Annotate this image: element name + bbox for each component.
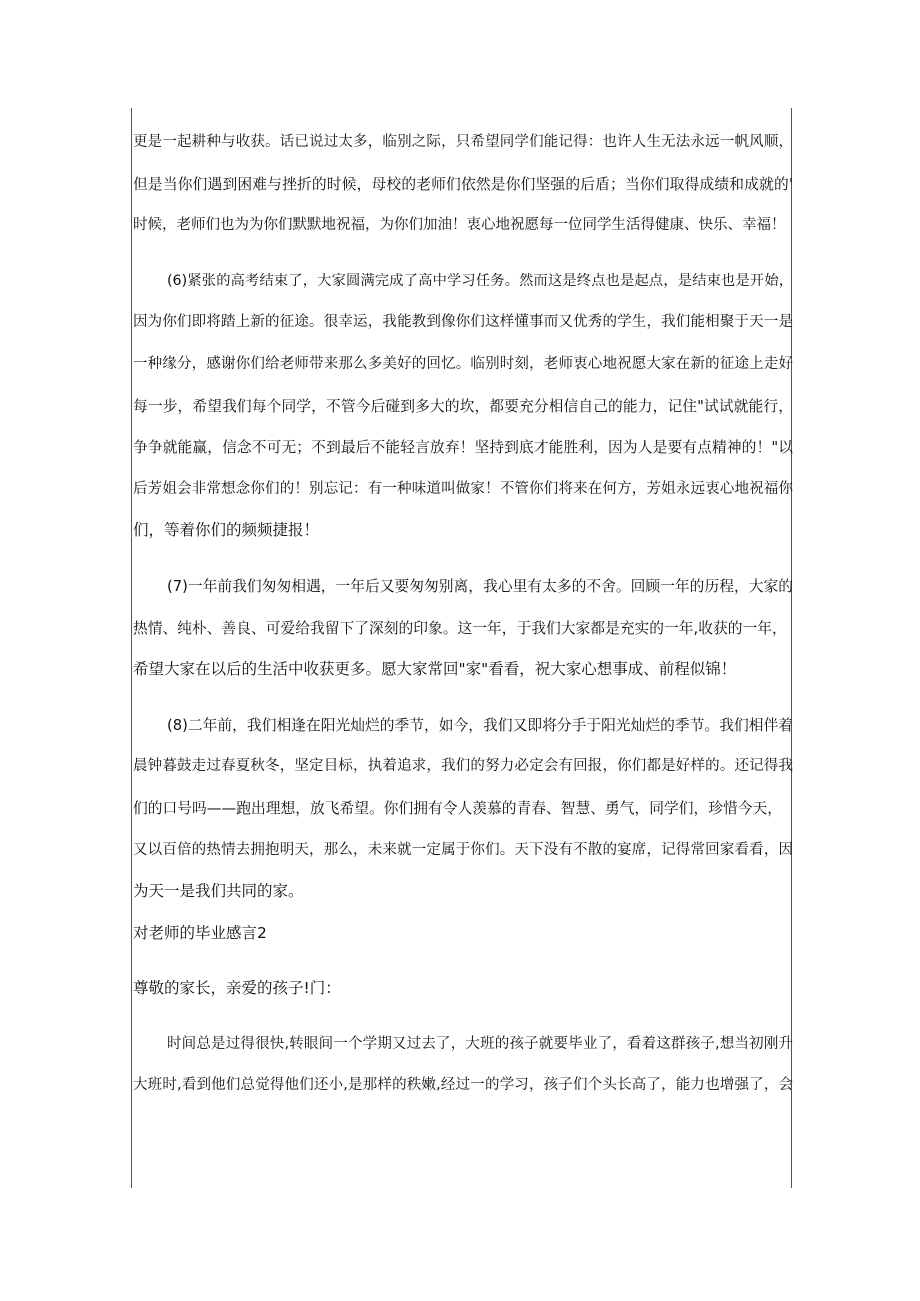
text-line: 争争就能赢，信念不可无；不到最后不能轻言放弃！坚持到底才能胜利，因为人是要有点精神的！"以 — [133, 439, 793, 457]
paragraph-gap — [133, 247, 793, 261]
text-line: (6)紧张的高考结束了，大家圆满完成了高中学习任务。然而这是终点也是起点，是结束也是开始， — [167, 272, 793, 289]
text-line: 一种缘分，感谢你们给老师带来那么多美好的回忆。临别时刻，老师衷心地祝愿大家在新的征途上走好 — [133, 355, 793, 372]
text-line: 们的口号吗——跑出理想，放飞希望。你们拥有令人羡慕的青春、智慧、勇气，同学们，珍惜今天， — [133, 799, 782, 817]
text-line: 时间总是过得很快,转眼间一个学期又过去了，大班的孩子就要毕业了，看着这群孩子,想当初刚升 — [167, 1035, 793, 1052]
text-line: 每一步，希望我们每个同学，不管今后碰到多大的坎，都要充分相信自己的能力，记住"试试就能行， — [133, 397, 793, 415]
text-line: 大班时,看到他们总觉得他们还小,是那样的秩嫩,经过一的学习，孩子们个头长高了，能力也增强了，会 — [133, 1077, 793, 1094]
paragraph-gap — [133, 954, 793, 968]
text-line: 更是一起耕种与收获。话已说过太多，临别之际，只希望同学们能记得：也许人生无法永远一帆风顺， — [133, 134, 793, 150]
text-line: 们，等着你们的频频捷报！ — [133, 521, 320, 540]
text-line: (7)一年前我们匆匆相遇，一年后又要匆匆别离，我心里有太多的不舍。回顾一年的历程，大家的 — [167, 577, 793, 595]
paragraph-gap — [133, 1010, 793, 1024]
section-heading: 对老师的毕业感言2 — [133, 923, 267, 942]
paragraph-gap — [133, 552, 793, 566]
text-line: 时候，老师们也为为你们默默地祝福，为你们加油！衷心地祝愿每一位同学生活得健康、快乐、幸福！ — [133, 217, 786, 234]
text-line: 晨钟暮鼓走过春夏秋冬，坚定目标，执着追求，我们的努力必定会有回报，你们都是好样的。还记得我 — [133, 758, 793, 775]
text-line: 但是当你们遇到困难与挫折的时候，母校的老师们依然是你们坚强的后盾；当你们取得成绩和成就的' — [133, 175, 793, 193]
paragraph-gap — [133, 691, 793, 705]
text-line: 因为你们即将踏上新的征途。很幸运，我能教到像你们这样懂事而又优秀的学生，我们能相聚于天一是 — [133, 314, 793, 331]
text-line: 希望大家在以后的生活中收获更多。愿大家常回"家"看看，祝大家心想事成、前程似锦！ — [133, 660, 737, 679]
text-line: 又以百倍的热情去拥抱明天，那么，未来就一定属于你们。天下没有不散的宴席，记得常回家看看，因 — [133, 841, 793, 858]
text-line: 为天一是我们共同的家。 — [133, 882, 304, 901]
document-body — [133, 122, 793, 1107]
left-margin-rule — [131, 108, 132, 1188]
text-line: 后芳姐会非常想念你们的！别忘记：有一种味道叫做家！不管你们将来在何方，芳姐永远衷心地祝福你 — [133, 480, 793, 497]
text-line: 热情、纯朴、善良、可爱给我留下了深刻的印象。这一年，于我们大家都是充实的一年,收获的一年， — [133, 619, 787, 637]
salutation: 尊敬的家长，亲爱的孩子!门： — [133, 979, 341, 998]
text-line: (8)二年前，我们相逢在阳光灿烂的季节，如今，我们又即将分手于阳光灿烂的季节。我们相伴着 — [167, 716, 793, 734]
